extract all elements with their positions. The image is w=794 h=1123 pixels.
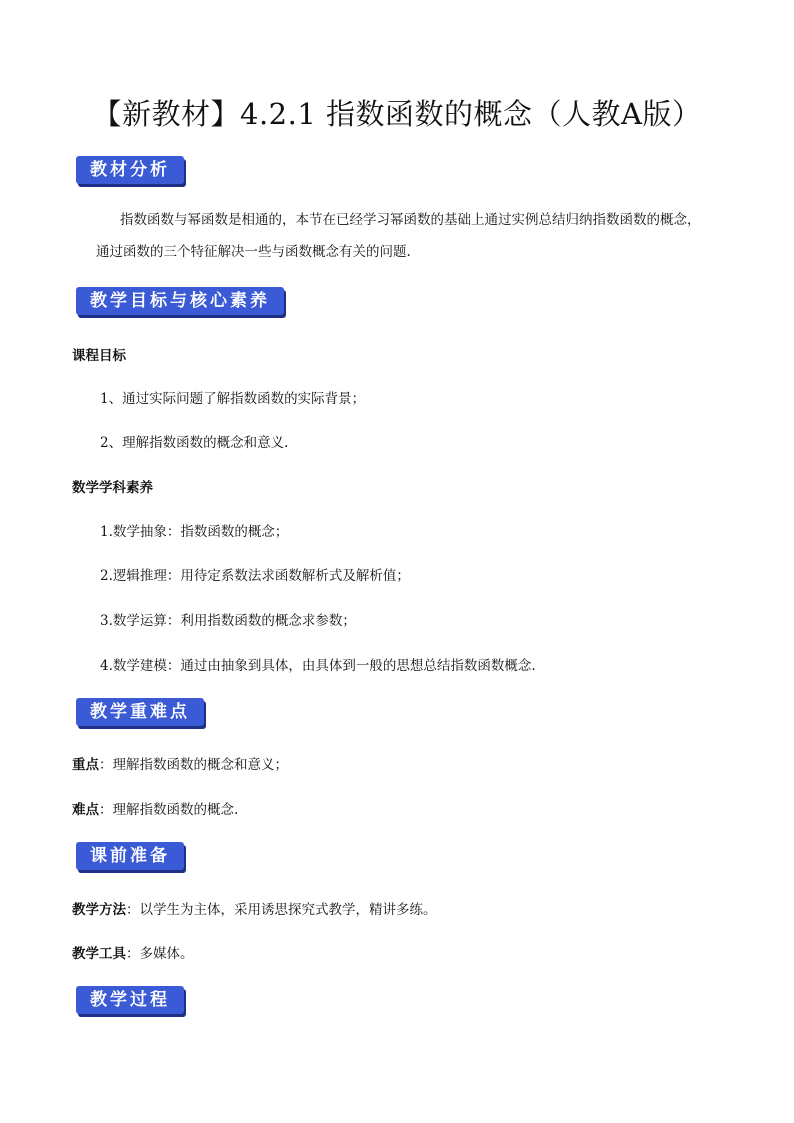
section-heading-difficulty: 教学重难点	[76, 698, 204, 726]
literacy-item-4: 4.数学建模：通过由抽象到具体，由具体到一般的思想总结指数函数概念.	[100, 658, 536, 674]
document-title: 【新教材】4.2.1 指数函数的概念（人教A版）	[92, 97, 702, 131]
analysis-paragraph-line-1: 指数函数与幂函数是相通的，本节在已经学习幂函数的基础上通过实例总结归纳指数函数的概念，	[120, 212, 701, 228]
literacy-item-1: 1.数学抽象：指数函数的概念；	[100, 524, 289, 540]
literacy-item-2: 2.逻辑推理：用待定系数法求函数解析式及解析值；	[100, 568, 410, 584]
difficult-point-text: ：理解指数函数的概念.	[99, 802, 239, 818]
section-heading-process: 教学过程	[76, 986, 184, 1014]
key-point-line	[72, 753, 288, 773]
teaching-method-label: 教学方法	[72, 902, 126, 918]
section-heading-analysis: 教材分析	[76, 156, 184, 184]
teaching-tool-text: ：多媒体。	[126, 946, 194, 962]
section-heading-prep: 课前准备	[76, 842, 184, 870]
course-goal-item-1: 1、通过实际问题了解指数函数的实际背景；	[100, 391, 366, 407]
analysis-paragraph-line-2: 通过函数的三个特征解决一些与函数概念有关的问题.	[96, 244, 411, 260]
difficult-point-line	[72, 798, 238, 818]
teaching-tool-line	[72, 942, 194, 962]
teaching-method-text: ：以学生为主体，采用诱思探究式教学，精讲多练。	[126, 902, 437, 918]
course-goal-item-2: 2、理解指数函数的概念和意义.	[100, 435, 289, 451]
math-literacy-label: 数学学科素养	[72, 480, 153, 496]
course-goals-label: 课程目标	[72, 348, 126, 364]
key-point-label: 重点	[72, 757, 99, 773]
section-heading-goals: 教学目标与核心素养	[76, 287, 284, 315]
difficult-point-label: 难点	[72, 802, 99, 818]
teaching-tool-label: 教学工具	[72, 946, 126, 962]
key-point-text: ：理解指数函数的概念和意义；	[99, 757, 288, 773]
literacy-item-3: 3.数学运算：利用指数函数的概念求参数；	[100, 613, 356, 629]
teaching-method-line	[72, 898, 437, 918]
